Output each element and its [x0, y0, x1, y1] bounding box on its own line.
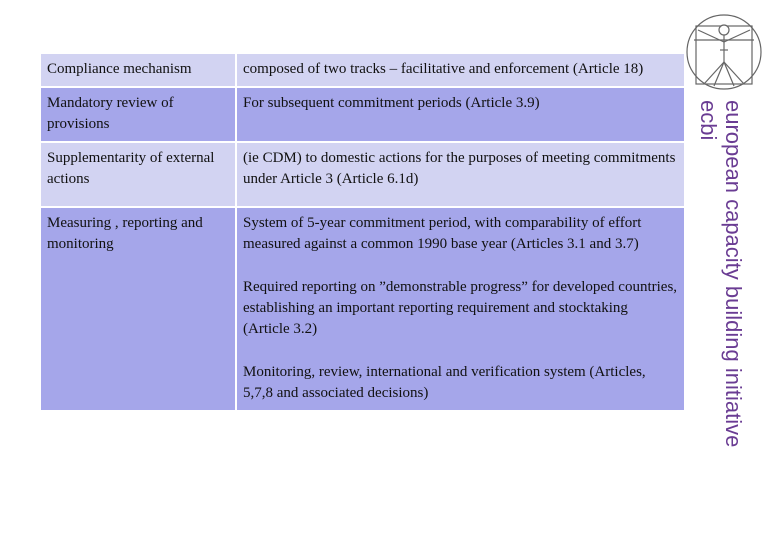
row-value: [237, 88, 684, 141]
row-value-paragraph: System of 5-year commitment period, with comparability of effort measured against a common 1990 base year (Articles 3.1 and 3.7): [243, 215, 642, 252]
row-value: [237, 208, 684, 410]
row-value-paragraph: Required reporting on ”demonstrable progress” for developed countries, establishing an important reporting requirement and stocktaking (Article 3.2): [243, 279, 678, 337]
table-row: [41, 208, 684, 410]
row-label: Compliance mechanism: [41, 54, 235, 86]
organization-branding: [696, 100, 746, 447]
row-value-paragraph: Monitoring, review, international and verification system (Articles, 5,7,8 and associated decisions): [243, 364, 646, 401]
row-value: [237, 54, 684, 86]
provisions-table: [39, 52, 686, 412]
org-acronym: ecbi: [696, 100, 721, 141]
row-value-paragraph: For subsequent commitment periods (Article 3.9): [243, 95, 540, 111]
row-label: Supplementarity of external actions: [41, 143, 235, 206]
table-row: [41, 54, 684, 86]
row-value-paragraph: composed of two tracks – facilitative and enforcement (Article 18): [243, 61, 644, 77]
row-label: Mandatory review of provisions: [41, 88, 235, 141]
row-value-paragraph: (ie CDM) to domestic actions for the purposes of meeting commitments under Article 3 (Article 6.1d): [243, 150, 676, 187]
vitruvian-man-icon: [684, 10, 764, 94]
org-name: european capacity building initiative: [721, 100, 746, 448]
table-row: [41, 88, 684, 141]
table-row: [41, 143, 684, 206]
row-label: Measuring , reporting and monitoring: [41, 208, 235, 410]
row-value: [237, 143, 684, 206]
